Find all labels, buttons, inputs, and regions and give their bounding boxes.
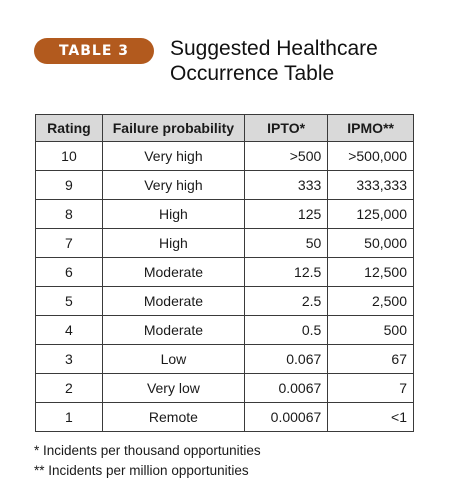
cell-failure-probability: Moderate bbox=[102, 316, 244, 345]
header-ipto: IPTO* bbox=[244, 115, 327, 142]
cell-rating: 1 bbox=[36, 403, 103, 432]
cell-ipmo: 67 bbox=[328, 345, 414, 374]
cell-ipmo: <1 bbox=[328, 403, 414, 432]
cell-rating: 8 bbox=[36, 200, 103, 229]
cell-ipmo: 125,000 bbox=[328, 200, 414, 229]
cell-rating: 10 bbox=[36, 142, 103, 171]
footnotes bbox=[34, 441, 261, 481]
cell-ipmo: 2,500 bbox=[328, 287, 414, 316]
cell-ipto: 0.5 bbox=[244, 316, 327, 345]
cell-ipto: >500 bbox=[244, 142, 327, 171]
cell-rating: 9 bbox=[36, 171, 103, 200]
table-row bbox=[36, 316, 414, 345]
cell-ipto: 12.5 bbox=[244, 258, 327, 287]
footnote-ipmo: ** Incidents per million opportunities bbox=[34, 463, 249, 478]
cell-rating: 4 bbox=[36, 316, 103, 345]
table-row bbox=[36, 374, 414, 403]
table-row bbox=[36, 345, 414, 374]
cell-ipto: 333 bbox=[244, 171, 327, 200]
cell-ipmo: 333,333 bbox=[328, 171, 414, 200]
table-row bbox=[36, 403, 414, 432]
cell-ipto: 0.0067 bbox=[244, 374, 327, 403]
cell-failure-probability: Remote bbox=[102, 403, 244, 432]
table-row bbox=[36, 200, 414, 229]
title-line-1: Suggested Healthcare bbox=[170, 37, 378, 60]
cell-ipto: 2.5 bbox=[244, 287, 327, 316]
table-row bbox=[36, 229, 414, 258]
cell-ipto: 125 bbox=[244, 200, 327, 229]
cell-rating: 2 bbox=[36, 374, 103, 403]
table-header-row bbox=[36, 115, 414, 142]
cell-failure-probability: Moderate bbox=[102, 258, 244, 287]
header-failure-probability: Failure probability bbox=[102, 115, 244, 142]
header-ipmo: IPMO** bbox=[328, 115, 414, 142]
cell-rating: 5 bbox=[36, 287, 103, 316]
cell-rating: 3 bbox=[36, 345, 103, 374]
table-row bbox=[36, 142, 414, 171]
cell-ipmo: 7 bbox=[328, 374, 414, 403]
cell-failure-probability: Very high bbox=[102, 171, 244, 200]
cell-ipto: 50 bbox=[244, 229, 327, 258]
cell-failure-probability: High bbox=[102, 229, 244, 258]
occurrence-table bbox=[35, 114, 414, 432]
cell-ipto: 0.067 bbox=[244, 345, 327, 374]
table-body bbox=[36, 142, 414, 432]
cell-ipmo: 50,000 bbox=[328, 229, 414, 258]
cell-failure-probability: Very low bbox=[102, 374, 244, 403]
cell-ipmo: 500 bbox=[328, 316, 414, 345]
cell-rating: 6 bbox=[36, 258, 103, 287]
table-number-badge: TABLE 3 bbox=[34, 38, 154, 64]
cell-rating: 7 bbox=[36, 229, 103, 258]
footnote-ipto: * Incidents per thousand opportunities bbox=[34, 443, 261, 458]
table-title bbox=[170, 36, 460, 86]
cell-failure-probability: High bbox=[102, 200, 244, 229]
table-row bbox=[36, 287, 414, 316]
cell-ipmo: 12,500 bbox=[328, 258, 414, 287]
cell-failure-probability: Moderate bbox=[102, 287, 244, 316]
table-row bbox=[36, 258, 414, 287]
header-rating: Rating bbox=[36, 115, 103, 142]
table-row bbox=[36, 171, 414, 200]
title-line-2: Occurrence Table bbox=[170, 62, 335, 85]
cell-ipmo: >500,000 bbox=[328, 142, 414, 171]
cell-failure-probability: Very high bbox=[102, 142, 244, 171]
cell-failure-probability: Low bbox=[102, 345, 244, 374]
cell-ipto: 0.00067 bbox=[244, 403, 327, 432]
